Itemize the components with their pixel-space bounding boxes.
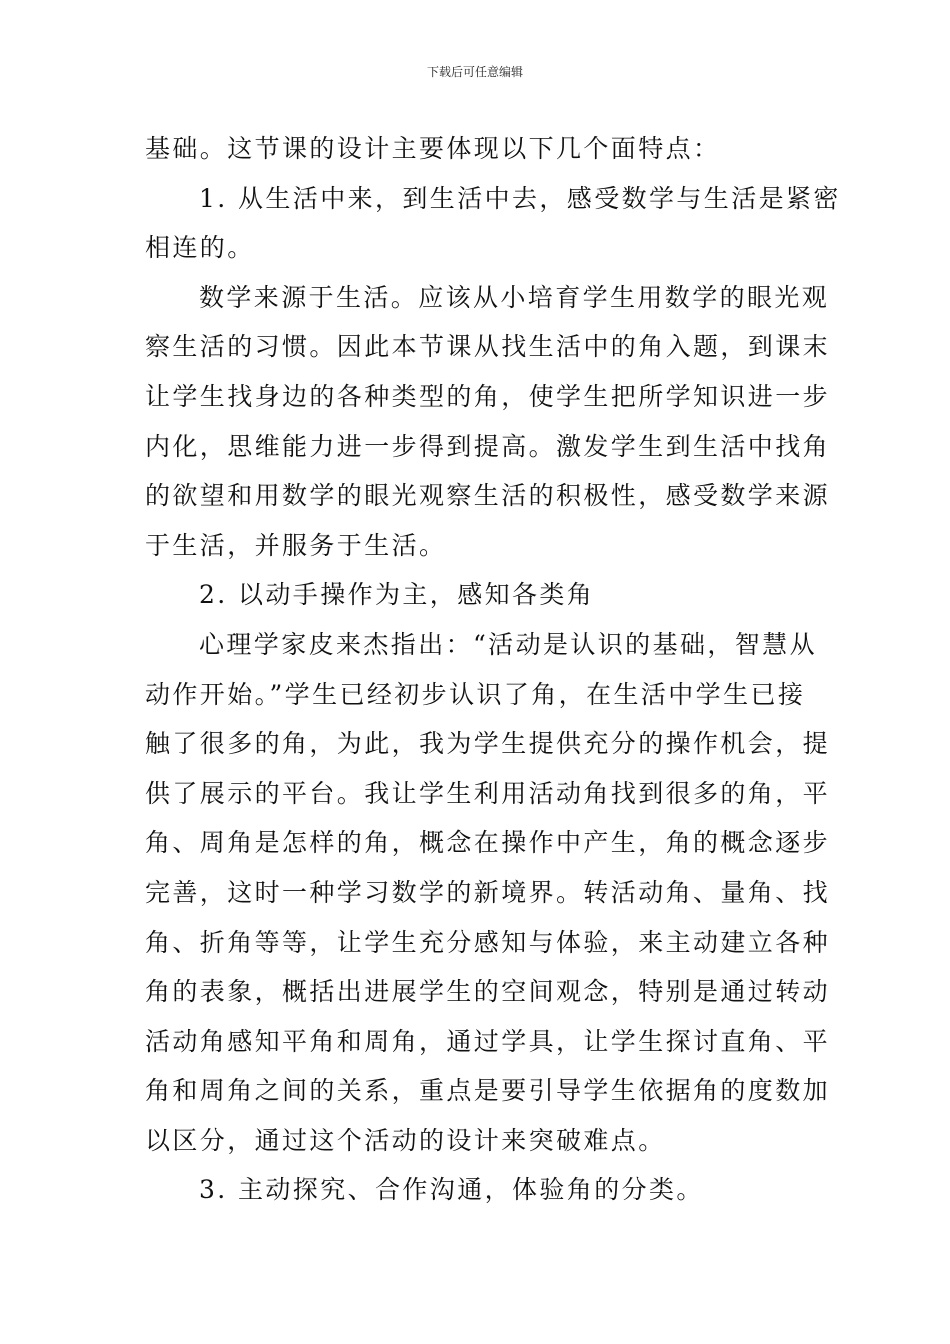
text-line: 3. 主动探究、合作沟通，体验角的分类。	[199, 1175, 704, 1205]
text-line: 供了展示的平台。我让学生利用活动角找到很多的角，平	[145, 778, 831, 808]
text-line: 察生活的习惯。因此本节课从找生活中的角入题，到课末	[145, 332, 831, 362]
text-line: 角和周角之间的关系，重点是要引导学生依据角的度数加	[145, 1076, 831, 1106]
text-line: 活动角感知平角和周角，通过学具，让学生探讨直角、平	[145, 1026, 831, 1056]
text-line: 数学来源于生活。应该从小培育学生用数学的眼光观	[199, 282, 830, 312]
text-line: 动作开始。”学生已经初步认识了角，在生活中学生已接	[145, 679, 806, 709]
text-line: 触了很多的角，为此，我为学生提供充分的操作机会，提	[145, 729, 831, 759]
text-line: 心理学家皮来杰指出：“活动是认识的基础，智慧从	[199, 629, 817, 659]
text-line: 基础。这节课的设计主要体现以下几个面特点：	[145, 134, 721, 163]
text-line: 内化，思维能力进一步得到提高。激发学生到生活中找角	[145, 431, 831, 461]
text-line: 以区分，通过这个活动的设计来突破难点。	[145, 1125, 666, 1155]
text-line: 于生活，并服务于生活。	[145, 530, 447, 560]
text-line: 角、周角是怎样的角，概念在操作中产生，角的概念逐步	[145, 828, 831, 858]
text-line: 相连的。	[145, 233, 255, 263]
text-line: 2. 以动手操作为主，感知各类角	[199, 580, 595, 610]
text-line: 角的表象，概括出进展学生的空间观念，特别是通过转动	[145, 977, 831, 1007]
text-line: 角、折角等等，让学生充分感知与体验，来主动建立各种	[145, 927, 831, 957]
text-line: 1. 从生活中来，到生活中去，感受数学与生活是紧密	[199, 183, 841, 213]
document-body	[145, 124, 841, 1215]
text-line: 的欲望和用数学的眼光观察生活的积极性，感受数学来源	[145, 481, 831, 511]
text-line: 让学生找身边的各种类型的角，使学生把所学知识进一步	[145, 381, 831, 411]
text-line: 完善，这时一种学习数学的新境界。转活动角、量角、找	[145, 877, 831, 907]
page-header: 下载后可任意编辑	[426, 65, 523, 79]
